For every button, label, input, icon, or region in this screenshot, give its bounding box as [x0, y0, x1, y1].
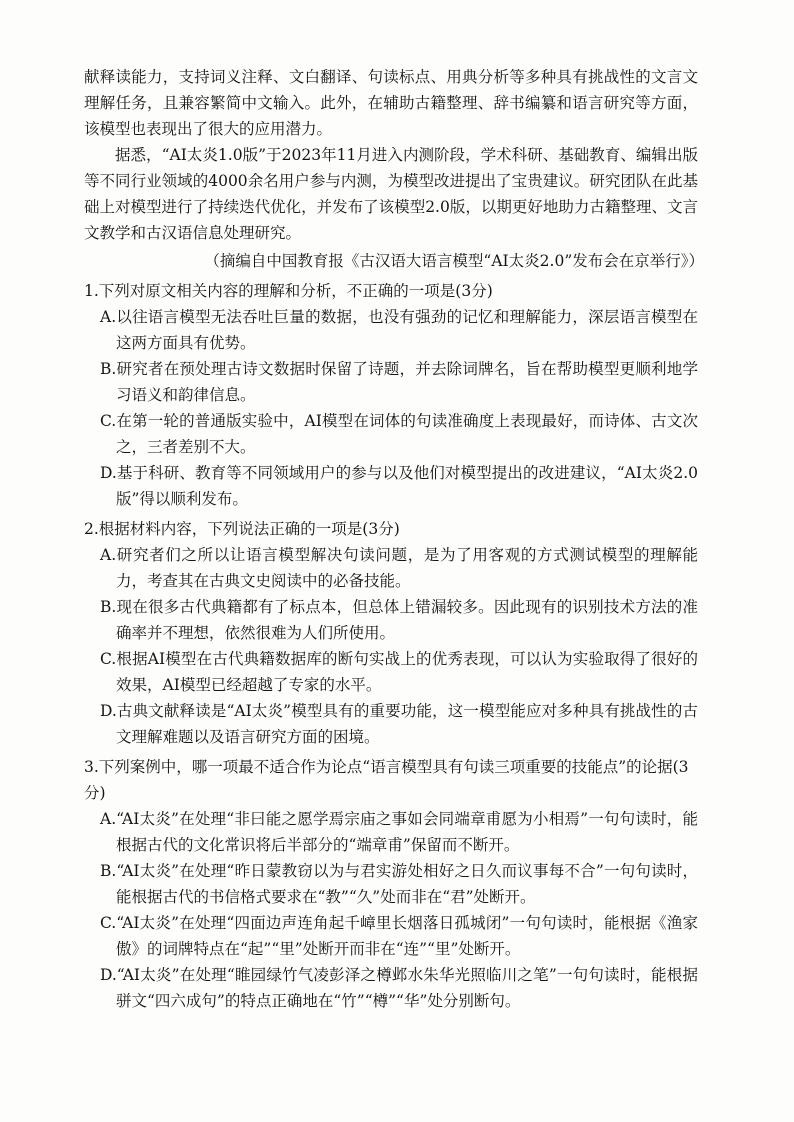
- question-2: [84, 516, 698, 750]
- option-text: D.基于科研、教育等不同领域用户的参与以及他们对模型提出的改进建议，“AI太炎2.0版”得以顺利发布。: [100, 464, 698, 508]
- passage-paragraph: 据悉，“AI太炎1.0版”于2023年11月进入内测阶段，学术科研、基础教育、编辑出版等不同行业领域的4000余名用户参与内测，为模型改进提出了宝贵建议。研究团队在此基础上对模型进行了持续迭代优化，并发布了该模型2.0版，以期更好地助力古籍整理、文言文教学和古汉语信息处理研究。: [84, 146, 698, 242]
- option-text: A.以往语言模型无法吞吐巨量的数据，也没有强劲的记忆和理解能力，深层语言模型在这两方面具有优势。: [100, 308, 698, 352]
- question-stem: 1.下列对原文相关内容的理解和分析，不正确的一项是(3分): [84, 282, 493, 300]
- option-b: [100, 594, 698, 646]
- option-d: [100, 460, 698, 512]
- question-stem: 2.根据材料内容，下列说法正确的一项是(3分): [84, 520, 400, 538]
- option-b: [100, 858, 698, 910]
- passage-source: （摘编自中国教育报《古汉语大语言模型“AI太炎2.0”发布会在京举行》）: [204, 252, 704, 270]
- exam-page: [84, 64, 704, 1014]
- option-text: B.“AI太炎”在处理“昨日蒙教窃以为与君实游处相好之日久而议事每不合”一句句读时，能根据古代的书信格式要求在“教”“久”处而非在“君”处断开。: [100, 862, 698, 906]
- option-d: [100, 698, 698, 750]
- option-c: [100, 646, 698, 698]
- option-d: [100, 962, 698, 1014]
- option-text: D.“AI太炎”在处理“睢园绿竹气凌彭泽之樽邺水朱华光照临川之笔”一句句读时，能根据骈文“四六成句”的特点正确地在“竹”“樽”“华”处分别断句。: [100, 966, 698, 1010]
- question-stem: 3.下列案例中，哪一项最不适合作为论点“语言模型具有句读三项重要的技能点”的论据(3分): [84, 758, 689, 802]
- option-text: A.“AI太炎”在处理“非曰能之愿学焉宗庙之事如会同端章甫愿为小相焉”一句句读时，能根据古代的文化常识将后半部分的“端章甫”保留而不断开。: [100, 810, 698, 854]
- option-text: A.研究者们之所以让语言模型解决句读问题，是为了用客观的方式测试模型的理解能力，考查其在古典文史阅读中的必备技能。: [100, 546, 698, 590]
- option-b: [100, 356, 698, 408]
- passage-paragraph-continued: 献释读能力，支持词义注释、文白翻译、句读标点、用典分析等多种具有挑战性的文言文理解任务，且兼容繁简中文输入。此外，在辅助古籍整理、辞书编纂和语言研究等方面，该模型也表现出了很大的应用潜力。: [84, 68, 698, 138]
- option-a: [100, 304, 698, 356]
- option-text: C.根据AI模型在古代典籍数据库的断句实战上的优秀表现，可以认为实验取得了很好的效果，AI模型已经超越了专家的水平。: [100, 650, 698, 694]
- option-text: B.研究者在预处理古诗文数据时保留了诗题，并去除词牌名，旨在帮助模型更顺利地学习语义和韵律信息。: [100, 360, 698, 404]
- question-1: [84, 278, 698, 512]
- option-text: B.现在很多古代典籍都有了标点本，但总体上错漏较多。因此现有的识别技术方法的准确率并不理想，依然很难为人们所使用。: [100, 598, 698, 642]
- option-c: [100, 910, 698, 962]
- option-text: D.古典文献释读是“AI太炎”模型具有的重要功能，这一模型能应对多种具有挑战性的古文理解难题以及语言研究方面的困境。: [100, 702, 698, 746]
- option-text: C.在第一轮的普通版实验中，AI模型在词体的句读准确度上表现最好，而诗体、古文次之，三者差别不大。: [100, 412, 698, 456]
- option-text: C.“AI太炎”在处理“四面边声连角起千嶂里长烟落日孤城闭”一句句读时，能根据《渔家傲》的词牌特点在“起”“里”处断开而非在“连”“里”处断开。: [100, 914, 698, 958]
- option-a: [100, 542, 698, 594]
- option-c: [100, 408, 698, 460]
- option-a: [100, 806, 698, 858]
- question-3: [84, 754, 698, 1014]
